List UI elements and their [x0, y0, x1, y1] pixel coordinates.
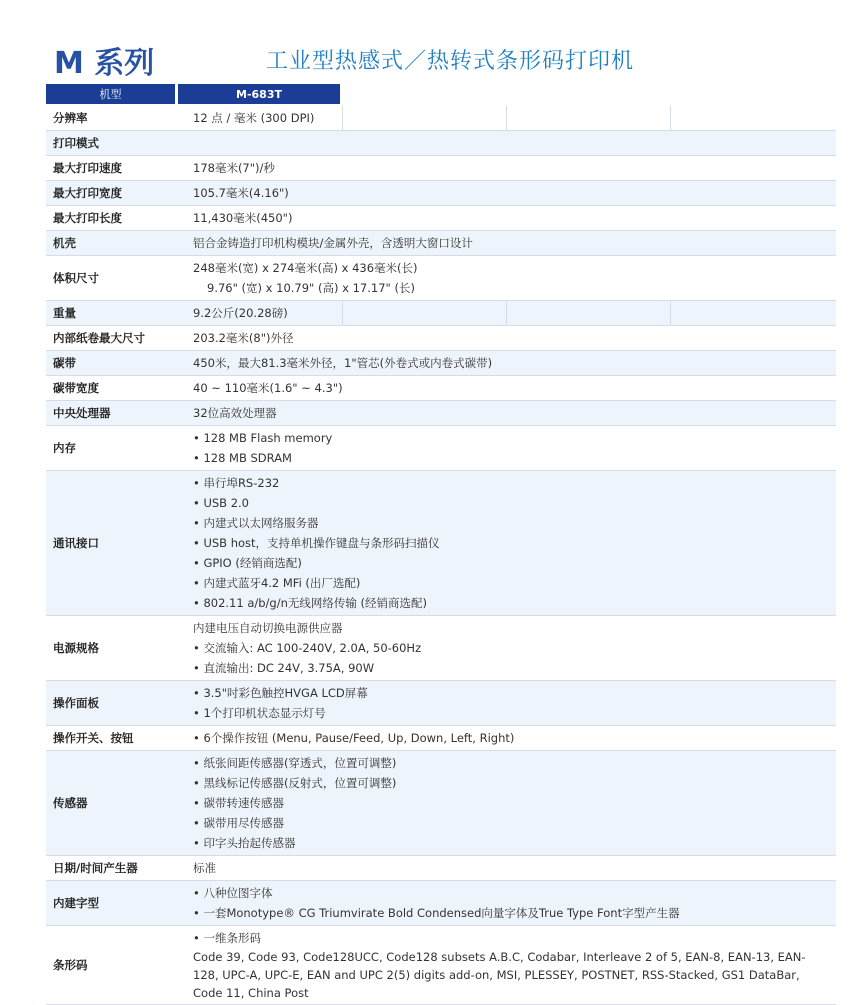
spec-row [46, 751, 836, 856]
spec-row [46, 681, 836, 726]
spec-value-line: • 纸张间距传感器(穿透式，位置可调整) [193, 756, 397, 770]
spec-table [46, 84, 836, 1005]
spec-value-line: • 内建式以太网络服务器 [193, 516, 319, 530]
spec-value [175, 881, 836, 925]
spec-value-line: 40 ~ 110毫米(1.6" ~ 4.3") [193, 381, 343, 395]
spec-value-line: 9.76" (宽) x 10.79" (高) x 17.17" (长) [207, 281, 415, 295]
spec-label: 电源规格 [53, 641, 99, 655]
spec-label: 打印模式 [53, 136, 99, 150]
spec-row [46, 106, 836, 131]
spec-value [175, 426, 836, 470]
spec-label: 内部纸卷最大尺寸 [53, 331, 145, 345]
spec-label: 操作开关、按钮 [53, 731, 134, 745]
spec-value-line: • 印字头抬起传感器 [193, 836, 296, 850]
spec-label: 内建字型 [53, 896, 99, 910]
spec-table-header [46, 84, 836, 104]
spec-value [175, 856, 836, 880]
column-divider [670, 106, 671, 130]
spec-label: 最大打印速度 [53, 161, 122, 175]
spec-label: 碳带 [53, 356, 76, 370]
spec-value-line: • 802.11 a/b/g/n无线网络传输 (经销商选配) [193, 596, 428, 610]
spec-label: 内存 [53, 441, 76, 455]
spec-value-line: • 串行埠RS-232 [193, 476, 280, 490]
spec-row [46, 926, 836, 1005]
spec-label: 中央处理器 [53, 406, 111, 420]
spec-value [175, 131, 836, 155]
spec-value-line: • 一套Monotype® CG Triumvirate Bold Condensed向量字体及True Type Font字型产生器 [193, 906, 680, 920]
spec-value-line: • 交流输入: AC 100-240V, 2.0A, 50-60Hz [193, 641, 422, 655]
spec-value [175, 351, 836, 375]
page-header [54, 38, 864, 82]
spec-label: 通讯接口 [53, 536, 99, 550]
spec-rows [46, 106, 836, 1005]
spec-row [46, 231, 836, 256]
spec-row [46, 401, 836, 426]
spec-value-line: Code 39, Code 93, Code128UCC, Code128 subsets A.B.C, Codabar, Interleave 2 of 5, EAN-8, EAN-13, EAN-128, UPC-A, UPC-E, EAN and UPC 2(5) digits add-on, MSI, PLESSEY, POSTNET, RSS-Stacked, GS1 DataBar, Code 11, China Post [193, 950, 806, 1000]
document-title: 工业型热感式／热转式条形码打印机 [266, 49, 635, 74]
spec-row [46, 726, 836, 751]
column-divider [670, 301, 671, 325]
series-title: M 系列 [54, 46, 155, 81]
spec-value-line: 铝合金铸造打印机构模块/金属外壳，含透明大窗口设计 [193, 236, 473, 250]
column-divider [342, 301, 343, 325]
spec-value [175, 376, 836, 400]
spec-value-line: • USB host，支持单机操作键盘与条形码扫描仪 [193, 536, 440, 550]
spec-label: 日期/时间产生器 [53, 861, 138, 875]
spec-value-line: 450米，最大81.3毫米外径，1"管芯(外卷式或内卷式碳带) [193, 356, 493, 370]
spec-label: 最大打印宽度 [53, 186, 122, 200]
spec-row [46, 616, 836, 681]
spec-row [46, 181, 836, 206]
spec-value-line: 178毫米(7")/秒 [193, 161, 275, 175]
spec-value-line: • 碳带用尽传感器 [193, 816, 284, 830]
spec-value-line: • 碳带转速传感器 [193, 796, 284, 810]
spec-value-line: • 3.5"吋彩色触控HVGA LCD屏幕 [193, 686, 368, 700]
spec-value-line: • 128 MB Flash memory [193, 431, 333, 445]
spec-row [46, 326, 836, 351]
spec-value [175, 681, 836, 725]
spec-row [46, 256, 836, 301]
spec-value-line: 11,430毫米(450") [193, 211, 293, 225]
spec-value-line: • 6个操作按钮 (Menu, Pause/Feed, Up, Down, Left, Right) [193, 731, 515, 745]
spec-value [175, 726, 836, 750]
spec-value [175, 926, 836, 1004]
spec-value-line: • 黑线标记传感器(反射式，位置可调整) [193, 776, 397, 790]
spec-row [46, 471, 836, 616]
spec-value-line: • 八种位图字体 [193, 886, 273, 900]
spec-value-line: • 直流输出: DC 24V, 3.75A, 90W [193, 661, 375, 675]
spec-row [46, 301, 836, 326]
spec-value-line: 标准 [193, 861, 216, 875]
spec-label: 碳带宽度 [53, 381, 99, 395]
spec-row [46, 426, 836, 471]
spec-label: 条形码 [53, 958, 88, 972]
spec-label: 机壳 [53, 236, 76, 250]
spec-value [175, 471, 836, 615]
spec-value [175, 301, 836, 325]
spec-value-line: • 1个打印机状态显示灯号 [193, 706, 326, 720]
spec-value [175, 326, 836, 350]
spec-value-line: • 128 MB SDRAM [193, 451, 292, 465]
spec-value-line: 248毫米(宽) x 274毫米(高) x 436毫米(长) [193, 261, 418, 275]
spec-value-line: • 一维条形码 [193, 931, 261, 945]
spec-row [46, 856, 836, 881]
column-divider [506, 301, 507, 325]
spec-value [175, 206, 836, 230]
spec-value-line: 内建电压自动切换电源供应器 [193, 621, 343, 635]
spec-row [46, 351, 836, 376]
spec-value-line: 203.2毫米(8")外径 [193, 331, 294, 345]
spec-label: 重量 [53, 306, 76, 320]
label-column-header: 机型 [46, 84, 175, 104]
spec-value-line: 12 点 / 毫米 (300 DPI) [193, 111, 315, 125]
spec-value-line: • GPIO (经销商选配) [193, 556, 302, 570]
spec-value-line: 105.7毫米(4.16") [193, 186, 289, 200]
spec-value [175, 401, 836, 425]
spec-value [175, 181, 836, 205]
spec-value [175, 106, 836, 130]
spec-label: 操作面板 [53, 696, 99, 710]
spec-label: 体积尺寸 [53, 271, 99, 285]
spec-label: 分辨率 [53, 111, 88, 125]
spec-value [175, 616, 836, 680]
spec-label: 最大打印长度 [53, 211, 122, 225]
spec-label: 传感器 [53, 796, 88, 810]
spec-value [175, 156, 836, 180]
spec-value-line: • 内建式蓝牙4.2 MFi (出厂选配) [193, 576, 361, 590]
spec-row [46, 881, 836, 926]
spec-value-line: 32位高效处理器 [193, 406, 277, 420]
spec-value-line: • USB 2.0 [193, 496, 249, 510]
spec-value [175, 751, 836, 855]
spec-value [175, 231, 836, 255]
spec-value [175, 256, 836, 300]
spec-value-line [193, 133, 836, 153]
spec-row [46, 131, 836, 156]
spec-row [46, 376, 836, 401]
column-divider [506, 106, 507, 130]
spec-row [46, 206, 836, 231]
spec-row [46, 156, 836, 181]
column-divider [342, 106, 343, 130]
model-column-header: M-683T [178, 84, 340, 104]
spec-value-line: 9.2公斤(20.28磅) [193, 306, 288, 320]
